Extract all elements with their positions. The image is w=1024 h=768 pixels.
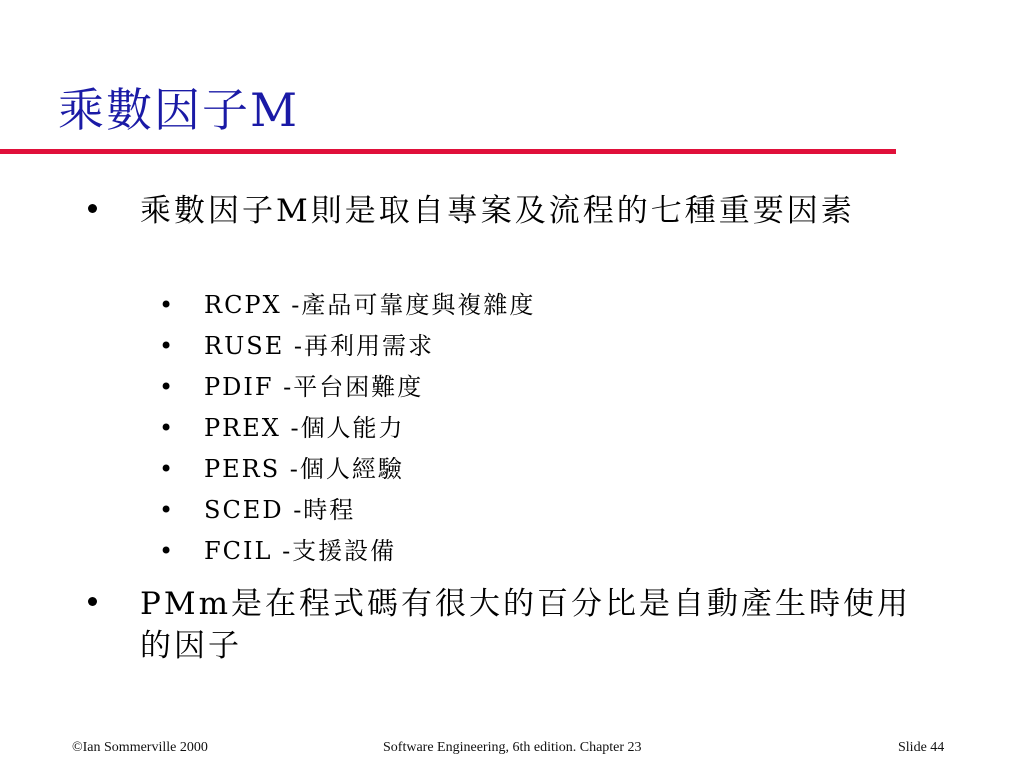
sub-bullet-item bbox=[159, 536, 904, 566]
sub-bullet-dot-icon: • bbox=[159, 455, 176, 483]
sub-bullet-dot-icon: • bbox=[159, 414, 176, 442]
bullet-item bbox=[140, 190, 940, 232]
sub-bullet-text: PDIF -平台困難度 bbox=[204, 373, 424, 401]
slide-title: 乘數因子M bbox=[58, 83, 300, 137]
sub-bullet-text: RUSE -再利用需求 bbox=[204, 332, 434, 360]
sub-bullet-dot-icon: • bbox=[159, 496, 176, 524]
sub-bullet-dot-icon: • bbox=[159, 332, 176, 360]
bullet-text: 乘數因子M則是取自專案及流程的七種重要因素 bbox=[140, 193, 855, 229]
footer-book-title: Software Engineering, 6th edition. Chapter 23 bbox=[383, 740, 642, 755]
sub-bullet-item bbox=[159, 495, 904, 525]
sub-bullet-text: RCPX -產品可靠度與複雜度 bbox=[204, 291, 536, 319]
title-underline-rule bbox=[0, 149, 896, 154]
sub-bullet-text: SCED -時程 bbox=[204, 496, 356, 524]
sub-bullet-item bbox=[159, 454, 904, 484]
footer-slide-number: Slide 44 bbox=[898, 740, 945, 755]
sub-bullet-item bbox=[159, 331, 904, 361]
sub-bullet-text: PREX -個人能力 bbox=[204, 414, 405, 442]
bullet-item bbox=[140, 583, 940, 667]
bullet-dot-icon bbox=[88, 204, 97, 213]
bullet-text: PMm是在程式碼有很大的百分比是自動產生時使用的因子 bbox=[140, 586, 911, 664]
sub-bullet-item bbox=[159, 413, 904, 443]
bullet-dot-icon bbox=[88, 597, 97, 606]
sub-bullet-item bbox=[159, 290, 904, 320]
sub-bullet-dot-icon: • bbox=[159, 291, 176, 319]
sub-bullet-text: FCIL -支援設備 bbox=[204, 537, 397, 565]
sub-bullet-dot-icon: • bbox=[159, 537, 176, 565]
sub-bullet-dot-icon: • bbox=[159, 373, 176, 401]
sub-bullet-item bbox=[159, 372, 904, 402]
footer-copyright: ©Ian Sommerville 2000 bbox=[72, 740, 208, 755]
sub-bullet-text: PERS -個人經驗 bbox=[204, 455, 404, 483]
